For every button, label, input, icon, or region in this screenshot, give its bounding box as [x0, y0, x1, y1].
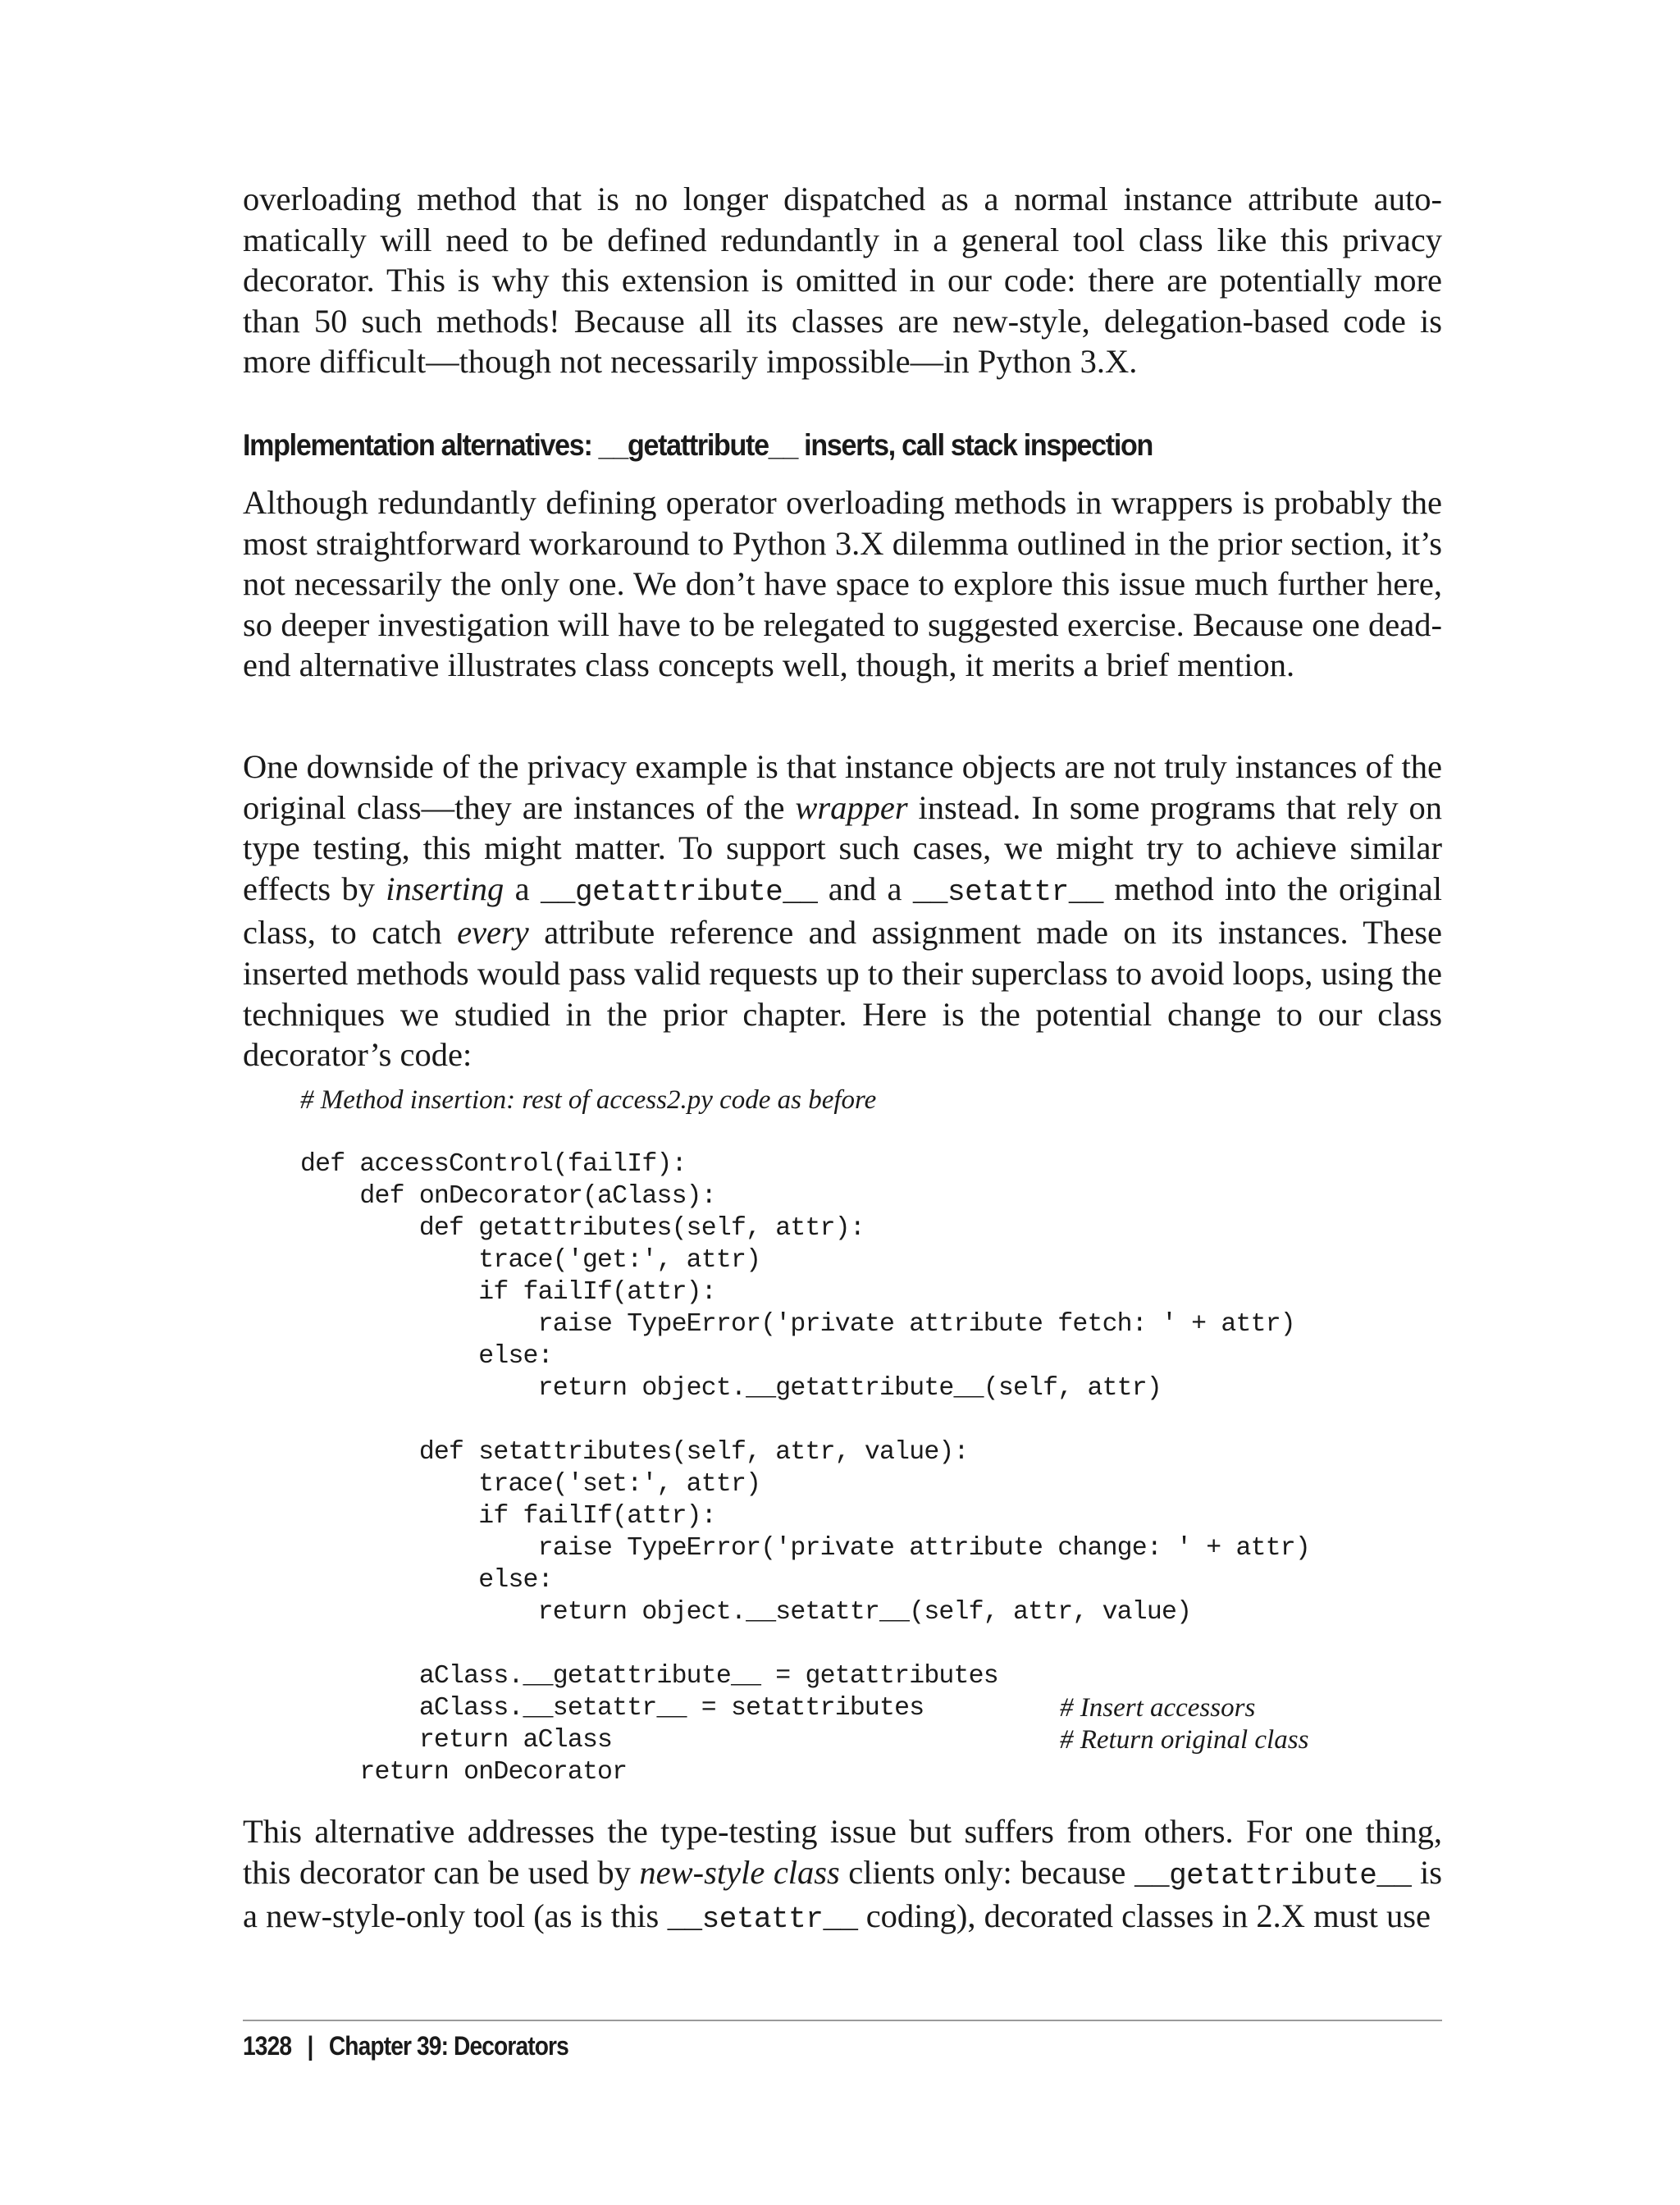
code-text: aClass.__getattribute__ = getattributes — [300, 1662, 998, 1691]
text-run: is a new-style-only tool (as is this — [243, 1853, 1442, 1935]
text-run: method into the original class, to catch — [243, 870, 1443, 952]
code-text: raise TypeError('private attribute fetch: ' + attr) — [300, 1310, 1295, 1339]
inline-code: __getattribute__ — [540, 874, 818, 909]
emphasis-text: wrapper — [795, 788, 908, 826]
text-run: This alternative addresses the type-testing issue but suffers from others. For one thing, this decorator can be used by — [243, 1813, 1442, 1891]
footer-divider — [243, 2020, 1442, 2021]
code-text: return object.__setattr__(self, attr, value) — [300, 1598, 1192, 1627]
text-run: Although redundantly defining operator overloading methods in wrappers is probably the most straightforward workaround to Python 3.X dilemma outlined in the prior section, it’s not necessarily the only one. We don’t have space to explore this issue much further here, so deeper investigation will have to be relegated to suggested exercise. Because one dead-end alternative illustrates class concepts well, though, it merits a brief mention. — [243, 484, 1442, 684]
code-text: trace('set:', attr) — [300, 1470, 761, 1499]
code-line — [300, 1180, 1449, 1212]
section-heading: Implementation alternatives: __getattribute__ inserts, call stack inspection — [243, 428, 1153, 462]
code-text: if failIf(attr): — [300, 1278, 716, 1307]
code-text: aClass.__setattr__ = setattributes — [300, 1694, 924, 1723]
code-line — [300, 1692, 1449, 1724]
code-text: trace('get:', attr) — [300, 1246, 761, 1275]
text-run: attribute reference and assignment made on its instances. These inserted methods would pass valid requests up to their superclass to avoid loops, using the techniques we studied in the prior chapter. Here is the potential change to our class decorator’s code: — [243, 914, 1442, 1074]
code-line — [300, 1596, 1449, 1628]
code-line — [300, 1628, 1449, 1660]
code-line — [300, 1404, 1449, 1436]
inline-code: __setattr__ — [667, 1902, 858, 1937]
code-text: else: — [300, 1566, 553, 1595]
code-line — [300, 1148, 1449, 1180]
code-line — [300, 1372, 1449, 1404]
code-line — [300, 1564, 1449, 1596]
code-text: raise TypeError('private attribute change: ' + attr) — [300, 1534, 1311, 1563]
text-run: One downside of the privacy example is that instance objects are not truly instances of the original class—they are instances of the — [243, 748, 1442, 826]
code-line — [300, 1308, 1449, 1340]
body-paragraph-3 — [243, 746, 1442, 1075]
code-text: def setattributes(self, attr, value): — [300, 1438, 969, 1467]
code-text: return aClass — [300, 1726, 613, 1755]
text-run: overloading method that is no longer dispatched as a normal instance attribute automatically will need to be defined redundantly in a general tool class like this privacy decorator. This is why this extension is omitted in our code: there are potentially more than 50 such methods! Because all its classes are new-style, delegation-based code is more difficult—though not necessarily impossible—in Python 3.X. — [243, 180, 1442, 381]
code-line — [300, 1212, 1449, 1244]
code-text: return onDecorator — [300, 1758, 628, 1787]
code-text: if failIf(attr): — [300, 1502, 716, 1531]
inline-code: __setattr__ — [912, 874, 1103, 909]
code-comment: # Method insertion: rest of access2.py code as before — [300, 1085, 877, 1115]
code-line — [300, 1468, 1449, 1500]
code-text: def accessControl(failIf): — [300, 1150, 687, 1179]
emphasis-text: every — [457, 914, 529, 952]
code-line — [300, 1500, 1449, 1532]
code-line — [300, 1756, 1449, 1788]
code-trailing-comment: # Return original class — [1060, 1725, 1309, 1755]
footer-separator: | — [307, 2031, 313, 2061]
code-line — [300, 1084, 1449, 1116]
code-line — [300, 1340, 1449, 1372]
code-line — [300, 1276, 1449, 1308]
code-trailing-comment: # Insert accessors — [1060, 1693, 1256, 1723]
code-line — [300, 1436, 1449, 1468]
code-line — [300, 1244, 1449, 1276]
code-text: return object.__getattribute__(self, attr) — [300, 1374, 1162, 1403]
code-text: else: — [300, 1342, 553, 1371]
body-paragraph-2 — [243, 482, 1442, 686]
chapter-title: Chapter 39: Decorators — [328, 2031, 568, 2061]
code-line — [300, 1532, 1449, 1564]
code-text: def getattributes(self, attr): — [300, 1214, 865, 1243]
text-run: coding), decorated classes in 2.X must use — [857, 1897, 1431, 1935]
text-run: a — [504, 870, 541, 907]
inline-code: __getattribute__ — [1134, 1858, 1412, 1892]
code-line — [300, 1116, 1449, 1148]
body-paragraph-4 — [243, 1811, 1442, 1940]
page-footer — [243, 2031, 568, 2061]
body-paragraph-1 — [243, 179, 1442, 382]
emphasis-text: inserting — [386, 870, 504, 907]
code-line — [300, 1724, 1449, 1756]
page-number: 1328 — [243, 2031, 292, 2061]
text-run: and a — [817, 870, 913, 907]
code-text: def onDecorator(aClass): — [300, 1182, 716, 1211]
text-run: instead. In some programs that rely on type testing, this might matter. To support such cases, we might try to achieve similar effects by — [243, 788, 1442, 907]
emphasis-text: new-style class — [639, 1853, 840, 1891]
code-line — [300, 1660, 1449, 1692]
code-listing — [300, 1084, 1449, 1788]
text-run: clients only: because — [839, 1853, 1134, 1891]
